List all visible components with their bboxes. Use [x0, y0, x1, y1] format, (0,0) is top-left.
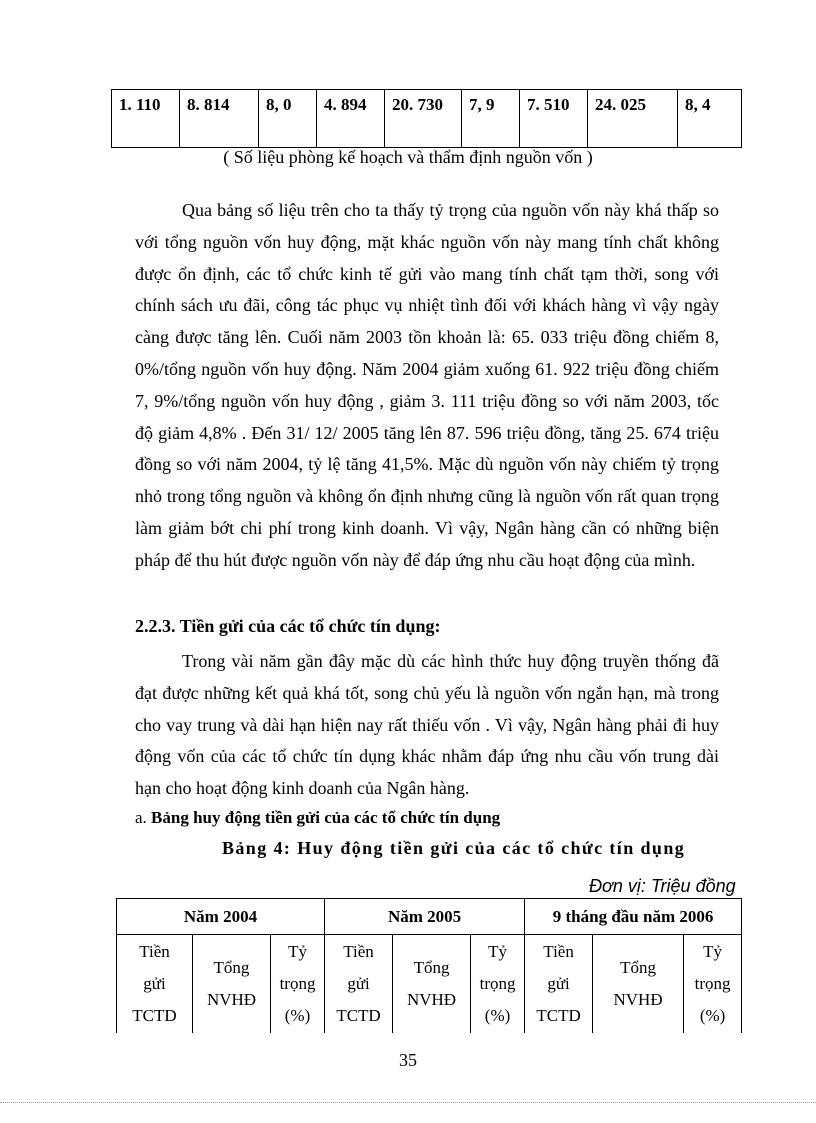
col-header-ty-trong: Tỷ trọng (%): [684, 935, 742, 1034]
year-header: Năm 2004: [117, 899, 325, 935]
table-cell: 7, 9: [462, 90, 520, 148]
table-cell: 4. 894: [317, 90, 385, 148]
unit-label: Đơn vị: Triệu đồng: [589, 876, 736, 896]
subsection-prefix: a.: [135, 808, 152, 827]
year-header: Năm 2005: [325, 899, 525, 935]
col-header-tien-gui: Tiền gửi TCTD: [325, 935, 393, 1034]
subsection-label: Bảng huy động tiền gửi của các tổ chức tín dụng: [151, 808, 501, 827]
paragraph-2-block: [135, 646, 719, 805]
table-header-row: [117, 899, 742, 935]
table-subheader-row: [117, 935, 742, 1034]
table-cell: 1. 110: [112, 90, 180, 148]
section-heading: 2.2.3. Tiền gửi của các tổ chức tín dụng:: [135, 616, 441, 636]
year-header: 9 tháng đầu năm 2006: [525, 899, 742, 935]
table-row: [112, 90, 742, 148]
subsection-title: [135, 808, 500, 828]
table-cell: 8. 814: [180, 90, 259, 148]
page-bottom-divider: [0, 1102, 816, 1103]
table-title: Bảng 4: Huy động tiền gửi của các tổ chức tín dụng: [222, 838, 686, 858]
deposit-table: [116, 898, 742, 1033]
paragraph-1: Qua bảng số liệu trên cho ta thấy tỷ trọng của nguồn vốn này khá thấp so với tổng nguồn vốn huy động, mặt khác nguồn vốn này mang tính chất không được ổn định, các tổ chức kinh tế gửi vào mang tính chất tạm thời, song với chính sách ưu đãi, công tác phục vụ nhiệt tình đối với khách hàng vì vậy ngày càng được tăng lên. Cuối năm 2003 tồn khoản là: 65. 033 triệu đồng chiếm 8, 0%/tổng nguồn vốn huy động. Năm 2004 giảm xuống 61. 922 triệu đồng chiếm 7, 9%/tổng nguồn vốn huy động , giảm 3. 111 triệu đồng so với năm 2003, tốc độ giảm 4,8% . Đến 31/ 12/ 2005 tăng lên 87. 596 triệu đồng, tăng 25. 674 triệu đồng so với năm 2004, tỷ lệ tăng 41,5%. Mặc dù nguồn vốn này chiếm tỷ trọng nhỏ trong tổng nguồn và không ổn định nhưng cũng là nguồn vốn rất quan trọng làm giảm bớt chi phí trong kinh doanh. Vì vậy, Ngân hàng cần có những biện pháp để thu hút được nguồn vốn này để đáp ứng nhu cầu hoạt động của mình.: [135, 200, 719, 570]
page-number: 35: [399, 1050, 417, 1070]
col-header-ty-trong: Tỷ trọng (%): [271, 935, 325, 1034]
table-cell: 24. 025: [588, 90, 678, 148]
table-cell: 7. 510: [520, 90, 588, 148]
table-cell: 20. 730: [385, 90, 462, 148]
col-header-tong: Tổng NVHĐ: [193, 935, 271, 1034]
col-header-tien-gui: Tiền gửi TCTD: [117, 935, 193, 1034]
paragraph-1-block: [135, 195, 719, 577]
top-table: [111, 89, 742, 148]
table-cell: 8, 4: [678, 90, 742, 148]
paragraph-2: Trong vài năm gần đây mặc dù các hình thức huy động truyền thống đã đạt được những kết quả khá tốt, song chủ yếu là nguồn vốn ngắn hạn, mà trong cho vay trung và dài hạn hiện nay rất thiếu vốn . Vì vậy, Ngân hàng phải đi huy động vốn của các tổ chức tín dụng khác nhằm đáp ứng nhu cầu vốn trung dài hạn cho hoạt động kinh doanh của Ngân hàng.: [135, 651, 719, 799]
col-header-ty-trong: Tỷ trọng (%): [471, 935, 525, 1034]
col-header-tong: Tổng NVHĐ: [393, 935, 471, 1034]
col-header-tien-gui: Tiền gửi TCTD: [525, 935, 593, 1034]
table-cell: 8, 0: [259, 90, 317, 148]
table-source-caption: ( Số liệu phòng kế hoạch và thẩm định nguồn vốn ): [223, 147, 593, 167]
col-header-tong: Tổng NVHĐ: [593, 935, 684, 1034]
